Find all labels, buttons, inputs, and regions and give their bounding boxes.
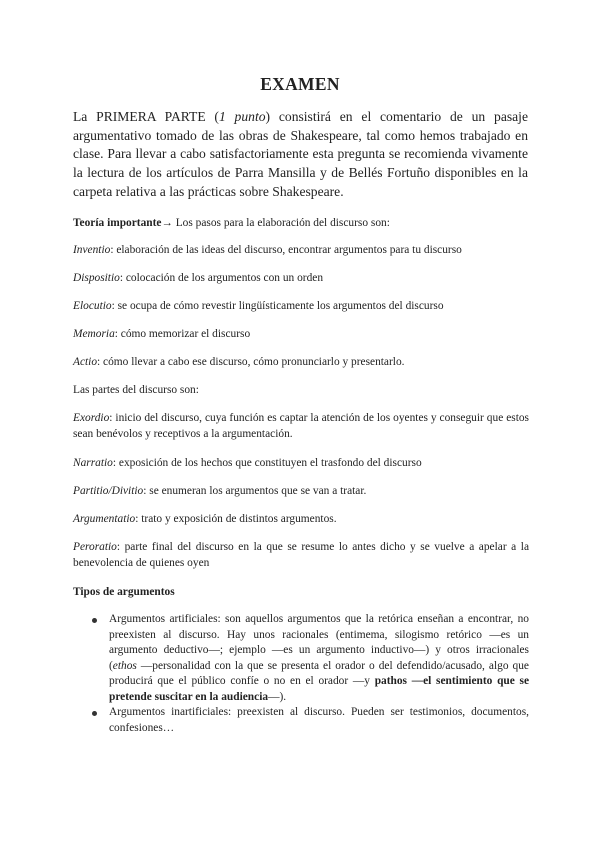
step-inventio [73,243,529,259]
argument-text: —). [268,690,287,703]
step-text: : cómo llevar a cabo ese discurso, cómo pronunciarlo y presentarlo. [97,356,405,368]
part-exordio [73,411,529,442]
argument-text: —personalidad con la que se presenta el orador o del defendido/acusado, algo que producirá que el público confíe o no en el orador —y [109,659,529,687]
part-partitio [73,484,529,500]
step-text: : cómo memorizar el discurso [114,328,251,340]
part-text: : se enumeran los argumentos que se van a tratar. [143,485,367,497]
types-heading: Tipos de argumentos [73,586,175,598]
part-text: : parte final del discurso en la que se resume lo antes dicho y se vuelve a apelar a la benevolencia de quienes oyen [73,541,529,569]
pathos-term: pathos —el sentimiento que se pretende suscitar en la audiencia [109,675,529,703]
step-term: Elocutio [73,300,112,312]
step-memoria [73,327,529,343]
intro-points: 1 punto [218,109,266,124]
theory-line [73,216,529,232]
part-text: : trato y exposición de distintos argumentos. [135,513,337,525]
part-text: : inicio del discurso, cuya función es captar la atención de los oyentes y conseguir que estos sean benévolos y receptivos a la argumentación. [73,412,529,440]
intro-text-rest: ) consistirá en el comentario de un pasaje argumentativo tomado de las obras de Shakespeare, tal como hemos trabajado en clase. Para llevar a cabo satisfactoriamente esta pregunta se recomienda vivamente la lectura de los artículos de Parra Mansilla y de Bellés Fortuño disponibles en la carpeta relativa a las prácticas sobre Shakespeare. [73,109,528,199]
list-item [92,705,529,736]
step-term: Inventio [73,244,111,256]
part-term: Peroratio [73,541,117,553]
part-term: Argumentatio [73,513,136,525]
step-dispositio [73,271,529,287]
step-term: Memoria [73,328,115,340]
intro-text-start: La PRIMERA PARTE ( [73,109,219,124]
arrow-icon: → [161,217,173,229]
parts-intro: Las partes del discurso son: [73,384,199,396]
part-argumentatio [73,512,529,528]
page-title: EXAMEN [260,74,340,94]
step-text: : colocación de los argumentos con un orden [119,272,324,284]
step-elocutio [73,299,529,315]
part-term: Partitio/Divitio [73,485,144,497]
bullet-icon [92,711,97,716]
part-narratio [73,456,529,472]
theory-text: Los pasos para la elaboración del discurso son: [172,217,390,229]
intro-paragraph [73,108,528,202]
bullet-icon [92,618,97,623]
argument-text: Argumentos artificiales: son aquellos argumentos que la retórica enseñan a encontrar, no preexisten al discurso. Hay unos racionales (entimema, silogismo retórico —es un argumento deductivo—; ejemplo —es un argumento inductivo—) y otros irracionales ( [109,613,529,672]
step-term: Actio [73,356,98,368]
part-peroratio [73,540,529,571]
theory-label: Teoría importante [73,217,162,229]
step-text: : elaboración de las ideas del discurso, encontrar argumentos para tu discurso [110,244,462,256]
step-actio [73,355,529,371]
part-term: Exordio [73,412,110,424]
step-text: : se ocupa de cómo revestir lingüísticamente los argumentos del discurso [111,300,444,312]
step-term: Dispositio [73,272,120,284]
ethos-term: ethos [112,659,137,672]
argument-text: Argumentos inartificiales: preexisten al discurso. Pueden ser testimonios, documentos, confesiones… [109,706,529,734]
arguments-list [92,612,529,736]
list-item [92,612,529,705]
part-term: Narratio [73,457,113,469]
part-text: : exposición de los hechos que constituyen el trasfondo del discurso [112,457,422,469]
